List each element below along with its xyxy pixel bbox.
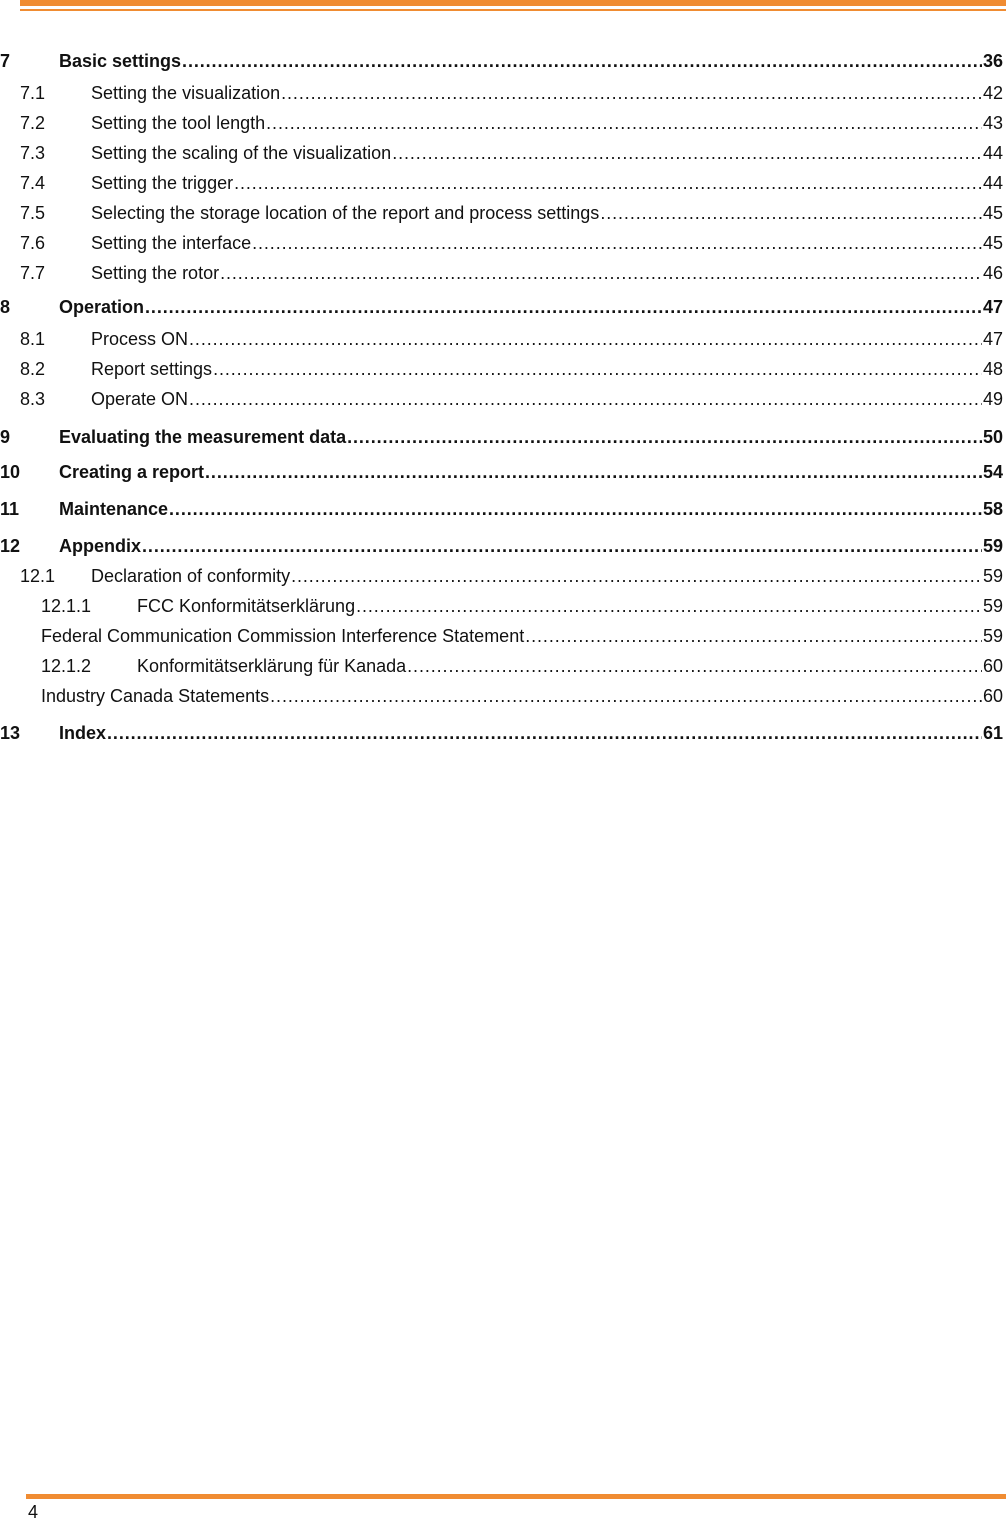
toc-leader: [407, 654, 982, 678]
toc-page: 45: [982, 203, 1003, 223]
toc-page: 49: [982, 389, 1003, 409]
toc-title: Operation: [59, 297, 145, 317]
toc-number: 7.5: [20, 203, 46, 223]
toc-page: 59: [982, 626, 1003, 646]
toc-leader: [270, 684, 982, 708]
toc-page: 45: [982, 233, 1003, 253]
toc-title: Setting the trigger: [91, 173, 234, 193]
toc-title: Setting the rotor: [91, 263, 220, 283]
toc-entry[interactable]: [0, 81, 1003, 105]
toc-page: 43: [982, 113, 1003, 133]
page-number: 4: [28, 1502, 39, 1522]
toc-page: 60: [982, 656, 1003, 676]
toc-leader: [392, 141, 982, 165]
toc-leader: [347, 425, 982, 449]
toc-title: Evaluating the measurement data: [59, 427, 347, 447]
toc-entry[interactable]: [0, 721, 1003, 745]
toc-leader: [266, 111, 982, 135]
toc-number: 7: [0, 51, 11, 71]
toc-leader: [213, 357, 982, 381]
toc-number: 7.4: [20, 173, 46, 193]
toc-title: Appendix: [59, 536, 142, 556]
toc-entry[interactable]: [0, 141, 1003, 165]
toc-leader: [182, 49, 982, 73]
toc-number: 8: [0, 297, 11, 317]
toc-number: 10: [0, 462, 21, 482]
toc-entry[interactable]: [0, 327, 1003, 351]
toc-title: Federal Communication Commission Interference Statement: [41, 626, 525, 646]
header-rule-thick: [20, 0, 1006, 6]
toc-title: Maintenance: [59, 499, 169, 519]
toc-title: Index: [59, 723, 107, 743]
toc-leader: [600, 201, 982, 225]
toc-entry[interactable]: [0, 261, 1003, 285]
toc-number: 7.7: [20, 263, 46, 283]
toc-entry[interactable]: [0, 624, 1003, 648]
toc-title: Report settings: [91, 359, 213, 379]
toc-number: 13: [0, 723, 21, 743]
toc-page: 46: [982, 263, 1003, 283]
toc-entry[interactable]: [0, 357, 1003, 381]
toc-number: 12.1.2: [41, 656, 92, 676]
toc-leader: [525, 624, 982, 648]
header-rule-thin: [20, 9, 1006, 11]
toc-leader: [281, 81, 982, 105]
toc-entry[interactable]: [0, 460, 1003, 484]
toc-page: 47: [982, 329, 1003, 349]
toc-page: 44: [982, 173, 1003, 193]
toc-page: 54: [982, 462, 1003, 482]
toc-leader: [356, 594, 982, 618]
toc-entry[interactable]: [0, 171, 1003, 195]
toc-number: 7.1: [20, 83, 46, 103]
toc-number: 8.2: [20, 359, 46, 379]
toc-entry[interactable]: [0, 387, 1003, 411]
toc-title: Setting the tool length: [91, 113, 266, 133]
toc-leader: [107, 721, 982, 745]
toc-number: 7.2: [20, 113, 46, 133]
toc-title: Process ON: [91, 329, 189, 349]
toc-page: 60: [982, 686, 1003, 706]
toc-page: 42: [982, 83, 1003, 103]
toc-leader: [142, 534, 982, 558]
toc-number: 12.1: [20, 566, 56, 586]
toc-page: 61: [982, 723, 1003, 743]
toc-number: 12: [0, 536, 21, 556]
toc-page: 59: [982, 536, 1003, 556]
toc-leader: [169, 497, 982, 521]
toc-entry[interactable]: [0, 564, 1003, 588]
toc-title: FCC Konformitätserklärung: [137, 596, 356, 616]
toc-number: 12.1.1: [41, 596, 92, 616]
toc-entry[interactable]: [0, 49, 1003, 73]
toc-number: 9: [0, 427, 11, 447]
toc-entry[interactable]: [0, 201, 1003, 225]
toc-page: 36: [982, 51, 1003, 71]
toc-leader: [234, 171, 982, 195]
toc-title: Setting the interface: [91, 233, 252, 253]
toc-entry[interactable]: [0, 425, 1003, 449]
toc-page: 44: [982, 143, 1003, 163]
toc-entry[interactable]: [0, 534, 1003, 558]
toc-entry[interactable]: [0, 295, 1003, 319]
toc-number: 8.3: [20, 389, 46, 409]
toc-title: Selecting the storage location of the report and process settings: [91, 203, 600, 223]
toc-page: 47: [982, 297, 1003, 317]
toc-number: 7.6: [20, 233, 46, 253]
toc-entry[interactable]: [0, 111, 1003, 135]
toc-title: Declaration of conformity: [91, 566, 291, 586]
toc-number: 11: [0, 499, 20, 519]
toc-leader: [220, 261, 982, 285]
toc-title: Operate ON: [91, 389, 189, 409]
toc-leader: [291, 564, 982, 588]
toc-page: 48: [982, 359, 1003, 379]
toc-entry[interactable]: [0, 497, 1003, 521]
toc-entry[interactable]: [0, 684, 1003, 708]
toc-title: Industry Canada Statements: [41, 686, 270, 706]
toc-page: 58: [982, 499, 1003, 519]
toc-title: Creating a report: [59, 462, 205, 482]
toc-number: 7.3: [20, 143, 46, 163]
toc-title: Konformitätserklärung für Kanada: [137, 656, 407, 676]
toc-title: Basic settings: [59, 51, 182, 71]
toc-title: Setting the scaling of the visualization: [91, 143, 392, 163]
toc-page: 50: [982, 427, 1003, 447]
toc-entry[interactable]: [0, 654, 1003, 678]
footer-rule: [26, 1494, 1006, 1499]
toc-leader: [205, 460, 982, 484]
toc-number: 8.1: [20, 329, 46, 349]
toc-page: 59: [982, 566, 1003, 586]
toc-leader: [145, 295, 982, 319]
toc-entry[interactable]: [0, 594, 1003, 618]
toc-title: Setting the visualization: [91, 83, 281, 103]
toc-page: 59: [982, 596, 1003, 616]
toc-leader: [189, 327, 982, 351]
toc-leader: [189, 387, 982, 411]
toc-entry[interactable]: [0, 231, 1003, 255]
toc-leader: [252, 231, 982, 255]
